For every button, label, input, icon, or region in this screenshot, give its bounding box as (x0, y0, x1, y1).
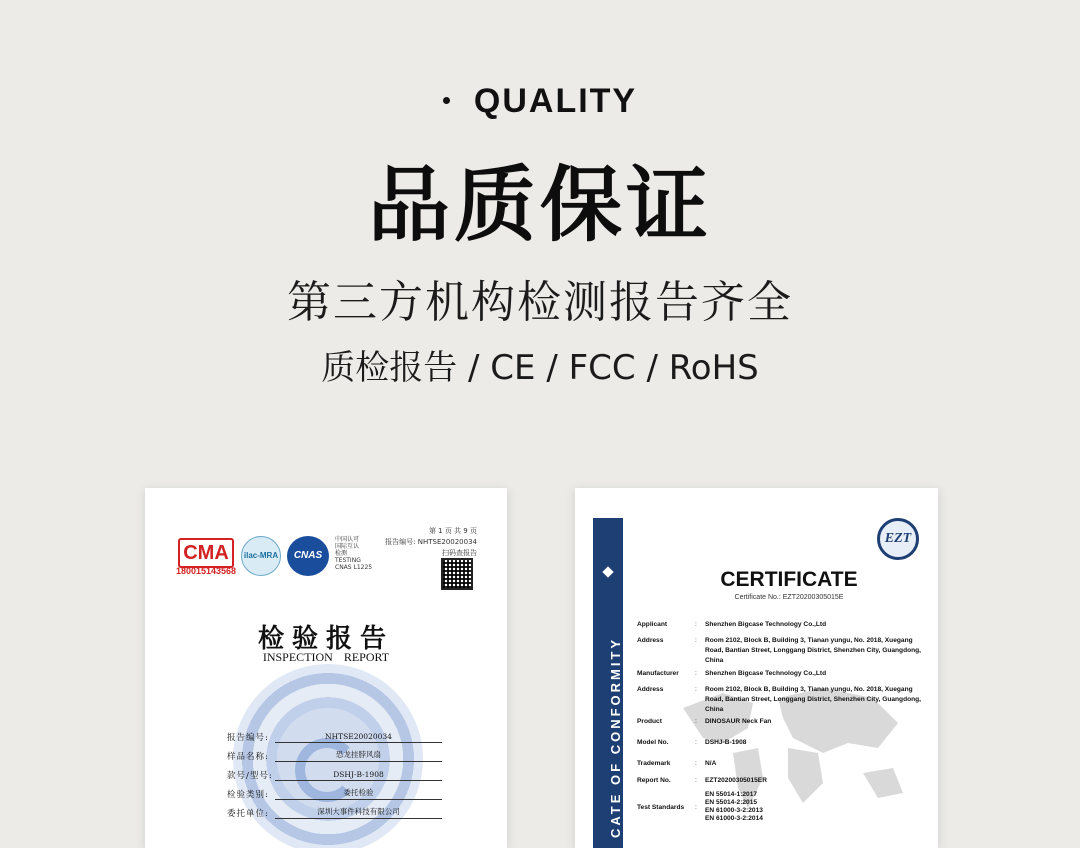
cert-key: Manufacturer (637, 670, 679, 677)
cert-value: DSHJ-B-1908 (705, 739, 747, 746)
cert-key: Product (637, 718, 662, 725)
report-no-label: 报告编号: (385, 538, 416, 546)
cert-list: 质检报告 / CE / FCC / RoHS (321, 348, 759, 388)
cma-logo: CMA (178, 538, 234, 568)
cert-row: Model No. : DSHJ-B-1908 (637, 738, 927, 748)
form-row (227, 724, 442, 743)
report-no-value: NHTSE20020034 (417, 538, 477, 546)
form-key: 样品名称: (227, 752, 269, 762)
report-title: 检验报告 (257, 624, 394, 654)
form-key: 检验类别: (227, 790, 269, 800)
cnas-line: CNAS L1225 (335, 564, 373, 571)
side-text: CATE OF CONFORMITY (608, 636, 623, 838)
cert-row: Product : DINOSAUR Neck Fan (637, 717, 927, 727)
report-no-header (385, 537, 477, 548)
ce-certificate-document (575, 488, 938, 848)
report-subtitle: INSPECTION REPORT (262, 650, 390, 664)
form-value: DSHJ-B-1908 (275, 770, 442, 781)
cert-key: Address (637, 637, 664, 644)
form-row (227, 800, 442, 819)
cert-value: EN 55014-1:2017 EN 55014-2:2015 EN 61000-3-2:2013 EN 61000-3-2:2014 (705, 791, 763, 822)
eyebrow-text: QUALITY (473, 82, 638, 120)
cert-key: Model No. (637, 739, 669, 746)
form-key: 委托单位: (227, 809, 269, 819)
cert-row: Address : Room 2102, Block B, Building 3, Tianan yungu, No. 2018, Xuegang Road, Bantian Street, Longgang District, Shenzhen City, Guangdong, China (637, 685, 927, 715)
cert-value: Room 2102, Block B, Building 3, Tianan yungu, No. 2018, Xuegang Road, Bantian Street, Longgang District, Shenzhen City, Guangdong, China (705, 686, 922, 713)
cert-value: N/A (705, 760, 717, 767)
cnas-logo: CNAS (287, 536, 329, 576)
form-row (227, 781, 442, 800)
cert-value: Room 2102, Block B, Building 3, Tianan yungu, No. 2018, Xuegang Road, Bantian Street, Longgang District, Shenzhen City, Guangdong, China (705, 637, 922, 664)
certificate-number: Certificate No.: EZT20200305015E (734, 594, 844, 601)
cert-row: Address : Room 2102, Block B, Building 3, Tianan yungu, No. 2018, Xuegang Road, Bantian Street, Longgang District, Shenzhen City, Guangdong, China (637, 636, 927, 666)
report-form (227, 724, 442, 819)
cert-value: Shenzhen Bigcase Technology Co.,Ltd (705, 621, 827, 628)
cert-key: Trademark (637, 760, 671, 767)
form-value: 委托检验 (275, 787, 442, 800)
ezt-seal-icon: EZT (877, 518, 919, 560)
cnas-line: TESTING (335, 557, 361, 564)
page-title: 品质保证 (367, 158, 712, 253)
cnas-line: 中国认可 (335, 536, 360, 543)
qr-code-icon (441, 558, 473, 590)
cert-key: Applicant (637, 621, 668, 628)
page-number: 第 1 页 共 9 页 (428, 527, 477, 535)
form-row (227, 743, 442, 762)
page-subtitle: 第三方机构检测报告齐全 (287, 277, 793, 328)
cert-key: Test Standards (637, 804, 685, 811)
cert-key: Report No. (637, 777, 671, 784)
form-value: 恐龙挂脖风扇 (275, 749, 442, 762)
cert-row: Manufacturer : Shenzhen Bigcase Technology Co.,Ltd (637, 669, 927, 679)
form-value: NHTSE20020034 (275, 732, 442, 743)
cnas-line: 检测 (335, 550, 348, 557)
cert-row: Report No. : EZT20200305015ER (637, 776, 927, 786)
cert-value: Shenzhen Bigcase Technology Co.,Ltd (705, 670, 827, 677)
inspection-report-document (145, 488, 507, 848)
cert-key: Address (637, 686, 664, 693)
form-key: 报告编号: (227, 733, 269, 743)
page-info (385, 526, 477, 559)
eyebrow (0, 82, 1080, 121)
cnas-label (335, 536, 372, 571)
cert-row: Trademark : N/A (637, 759, 927, 769)
cert-value: DINOSAUR Neck Fan (705, 718, 772, 725)
form-key: 款号/型号: (227, 771, 273, 781)
ilac-logo: ilac-MRA (241, 536, 281, 576)
scan-label: 扫码查报告 (442, 549, 477, 557)
bullet-dot (443, 97, 450, 104)
certificate-title: CERTIFICATE (720, 568, 858, 591)
cert-row: Applicant : Shenzhen Bigcase Technology Co.,Ltd (637, 620, 927, 630)
form-row (227, 762, 442, 781)
cert-row: Test Standards : EN 55014-1:2017 EN 55014-2:2015 EN 61000-3-2:2013 EN 61000-3-2:2014 (637, 791, 927, 823)
cma-number: 180015143568 (176, 566, 237, 576)
form-value: 深圳大事件科技有限公司 (275, 806, 442, 819)
cnas-line: 国际互认 (335, 543, 360, 550)
cert-value: EZT20200305015ER (705, 777, 767, 784)
